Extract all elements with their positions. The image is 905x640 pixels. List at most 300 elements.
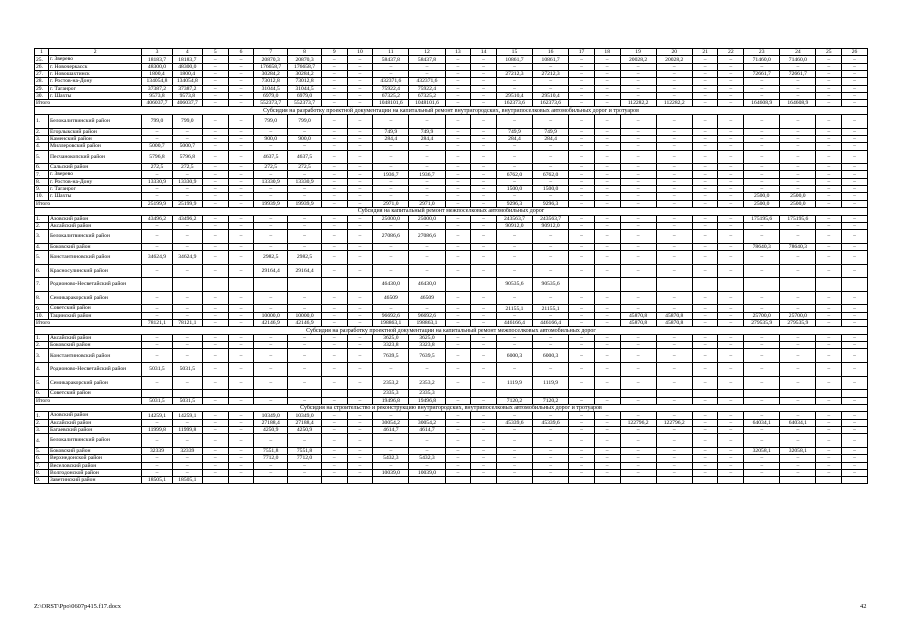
value-cell: – <box>321 376 347 390</box>
value-cell: – <box>347 200 373 207</box>
table-row <box>35 222 868 229</box>
value-cell: – <box>321 230 347 244</box>
value-cell: 9296,3 <box>533 200 569 207</box>
value-cell <box>288 390 322 397</box>
value-cell: – <box>842 78 868 85</box>
value-cell: – <box>373 251 409 265</box>
value-cell <box>620 477 656 484</box>
value-cell: – <box>620 376 656 390</box>
value-cell <box>780 390 816 397</box>
value-cell: – <box>471 319 497 326</box>
column-number: 4 <box>172 49 202 56</box>
value-cell: 1119,9 <box>533 376 569 390</box>
value-cell: 432371,6 <box>409 78 445 85</box>
value-cell: – <box>816 150 842 164</box>
value-cell: – <box>569 305 595 312</box>
value-cell <box>409 477 445 484</box>
table-row <box>35 115 868 129</box>
value-cell: – <box>496 230 532 244</box>
municipality-name: Азовский район <box>49 412 142 419</box>
value-cell: – <box>842 447 868 454</box>
value-cell: – <box>816 164 842 171</box>
value-cell: – <box>228 305 254 312</box>
value-cell: – <box>228 143 254 150</box>
value-cell: – <box>202 447 228 454</box>
value-cell: – <box>445 200 471 207</box>
value-cell: – <box>842 319 868 326</box>
value-cell: – <box>842 412 868 419</box>
value-cell: 3323,8 <box>373 342 409 349</box>
value-cell: – <box>172 334 202 341</box>
value-cell: – <box>202 264 228 278</box>
value-cell: – <box>471 427 497 434</box>
value-cell: – <box>620 63 656 70</box>
value-cell: – <box>780 115 816 129</box>
value-cell: – <box>142 230 172 244</box>
value-cell: 2335,3 <box>373 390 409 397</box>
value-cell: – <box>692 349 718 363</box>
value-cell: – <box>228 447 254 454</box>
value-cell: – <box>533 63 569 70</box>
value-cell: 799,0 <box>288 115 322 129</box>
value-cell: – <box>718 100 744 107</box>
value-cell: – <box>373 264 409 278</box>
value-cell: – <box>656 193 692 200</box>
value-cell: – <box>744 128 780 135</box>
row-number: 3. <box>35 349 49 363</box>
value-cell: – <box>569 70 595 77</box>
table-row <box>35 56 868 63</box>
value-cell: – <box>718 215 744 222</box>
table-row <box>35 215 868 222</box>
value-cell: – <box>228 63 254 70</box>
value-cell: – <box>692 363 718 377</box>
value-cell: – <box>692 56 718 63</box>
value-cell: – <box>373 115 409 129</box>
value-cell: – <box>321 243 347 250</box>
value-cell: 34624,9 <box>142 251 172 265</box>
value-cell: – <box>780 455 816 462</box>
value-cell: – <box>533 115 569 129</box>
value-cell: – <box>202 434 228 448</box>
value-cell: – <box>172 171 202 178</box>
value-cell: – <box>594 178 620 185</box>
value-cell: – <box>842 291 868 305</box>
value-cell: 20870,3 <box>254 56 288 63</box>
value-cell: 112282,2 <box>656 100 692 107</box>
row-number: 8. <box>35 469 49 476</box>
value-cell: – <box>594 115 620 129</box>
value-cell: 279535,9 <box>780 319 816 326</box>
value-cell: – <box>321 222 347 229</box>
value-cell: – <box>373 178 409 185</box>
value-cell <box>321 390 347 397</box>
value-cell <box>445 278 471 292</box>
section-title: Субсидия на строительство и реконструкцию внутригородских, внутрипоселковых автомобильных дорог и тротуаров <box>35 404 868 412</box>
value-cell: – <box>620 455 656 462</box>
value-cell <box>202 390 228 397</box>
value-cell: 272,5 <box>172 164 202 171</box>
value-cell: – <box>409 412 445 419</box>
value-cell: – <box>496 178 532 185</box>
value-cell: – <box>347 264 373 278</box>
municipality-name: г. Новошахтинск <box>49 70 142 77</box>
column-number: 7 <box>254 49 288 56</box>
value-cell: – <box>594 164 620 171</box>
value-cell: – <box>594 469 620 476</box>
value-cell: – <box>620 397 656 404</box>
value-cell: 45339,6 <box>533 419 569 426</box>
table-row <box>35 251 868 265</box>
value-cell: – <box>445 427 471 434</box>
value-cell: 799,0 <box>254 115 288 129</box>
value-cell <box>228 477 254 484</box>
row-number: 5. <box>35 150 49 164</box>
value-cell: – <box>321 78 347 85</box>
value-cell: – <box>692 70 718 77</box>
value-cell: – <box>321 349 347 363</box>
section-title-row <box>35 404 868 412</box>
value-cell: 176658,7 <box>288 63 322 70</box>
municipality-name: Волгодонской район <box>49 469 142 476</box>
table-row <box>35 469 868 476</box>
municipality-name: Белокалитвинский район <box>49 230 142 244</box>
value-cell: – <box>780 78 816 85</box>
value-cell: – <box>228 434 254 448</box>
value-cell: – <box>202 200 228 207</box>
value-cell: – <box>594 128 620 135</box>
value-cell: 10000,0 <box>254 312 288 319</box>
value-cell: – <box>228 100 254 107</box>
value-cell: – <box>288 349 322 363</box>
value-cell: 18505,1 <box>142 477 172 484</box>
value-cell: – <box>656 363 692 377</box>
column-number: 13 <box>445 49 471 56</box>
value-cell: 1936,7 <box>409 171 445 178</box>
value-cell: – <box>692 100 718 107</box>
value-cell: – <box>471 334 497 341</box>
value-cell: – <box>347 56 373 63</box>
value-cell: – <box>347 434 373 448</box>
value-cell: – <box>780 469 816 476</box>
table-row <box>35 193 868 200</box>
value-cell: – <box>594 200 620 207</box>
value-cell: – <box>718 115 744 129</box>
value-cell <box>254 477 288 484</box>
row-number: 5. <box>35 376 49 390</box>
value-cell: 7712,0 <box>254 455 288 462</box>
value-cell: – <box>692 63 718 70</box>
table-row <box>35 63 868 70</box>
value-cell: – <box>692 469 718 476</box>
column-number: 12 <box>409 49 445 56</box>
value-cell: – <box>569 128 595 135</box>
value-cell: – <box>692 319 718 326</box>
value-cell <box>718 477 744 484</box>
value-cell: – <box>842 469 868 476</box>
value-cell: 406037,7 <box>142 100 172 107</box>
value-cell: – <box>569 100 595 107</box>
row-number: 28. <box>35 78 49 85</box>
value-cell: – <box>288 376 322 390</box>
value-cell: – <box>347 171 373 178</box>
value-cell: – <box>202 70 228 77</box>
value-cell: 20028,2 <box>656 56 692 63</box>
value-cell: – <box>816 427 842 434</box>
value-cell: 3323,8 <box>409 342 445 349</box>
value-cell: – <box>496 412 532 419</box>
value-cell: – <box>842 200 868 207</box>
row-number: 1. <box>35 412 49 419</box>
value-cell: – <box>228 376 254 390</box>
value-cell: – <box>347 186 373 193</box>
value-cell: – <box>620 200 656 207</box>
value-cell: – <box>594 334 620 341</box>
row-number: 4. <box>35 143 49 150</box>
value-cell: – <box>744 63 780 70</box>
value-cell: 73012,8 <box>288 78 322 85</box>
value-cell: – <box>496 164 532 171</box>
value-cell: – <box>321 305 347 312</box>
column-number: 6 <box>228 49 254 56</box>
value-cell: – <box>496 291 532 305</box>
value-cell: – <box>780 264 816 278</box>
value-cell <box>533 477 569 484</box>
value-cell: – <box>842 462 868 469</box>
municipality-name: Родионово-Несветайский район <box>49 363 142 377</box>
value-cell: – <box>816 143 842 150</box>
value-cell: – <box>202 319 228 326</box>
row-number: 6. <box>35 390 49 397</box>
value-cell: – <box>321 434 347 448</box>
value-cell <box>533 390 569 397</box>
value-cell: 9573,8 <box>172 92 202 99</box>
value-cell: – <box>569 171 595 178</box>
value-cell: – <box>172 291 202 305</box>
value-cell: – <box>744 115 780 129</box>
value-cell: – <box>842 342 868 349</box>
value-cell: – <box>409 186 445 193</box>
value-cell <box>288 278 322 292</box>
value-cell: – <box>288 342 322 349</box>
value-cell: – <box>202 312 228 319</box>
value-cell: 2500,0 <box>780 193 816 200</box>
value-cell: – <box>228 349 254 363</box>
value-cell <box>620 278 656 292</box>
value-cell: – <box>202 143 228 150</box>
value-cell: – <box>142 349 172 363</box>
value-cell: – <box>445 376 471 390</box>
value-cell: – <box>718 193 744 200</box>
value-cell: – <box>373 70 409 77</box>
value-cell: – <box>409 70 445 77</box>
value-cell: 43496,2 <box>142 215 172 222</box>
value-cell: – <box>533 312 569 319</box>
value-cell: – <box>842 171 868 178</box>
value-cell: – <box>744 363 780 377</box>
value-cell: – <box>471 363 497 377</box>
value-cell: – <box>620 143 656 150</box>
value-cell: – <box>228 92 254 99</box>
value-cell: 552373,7 <box>288 100 322 107</box>
column-number: 11 <box>373 49 409 56</box>
value-cell: – <box>228 150 254 164</box>
value-cell: 2500,0 <box>744 193 780 200</box>
municipality-name: Веселовский район <box>49 462 142 469</box>
municipality-name: Аксайский район <box>49 419 142 426</box>
row-number: 2. <box>35 128 49 135</box>
value-cell: – <box>471 215 497 222</box>
value-cell: – <box>409 251 445 265</box>
value-cell: – <box>445 128 471 135</box>
value-cell: 13330,9 <box>288 178 322 185</box>
value-cell: – <box>692 447 718 454</box>
value-cell: – <box>202 128 228 135</box>
value-cell: 6000,3 <box>496 349 532 363</box>
value-cell: 78121,1 <box>142 319 172 326</box>
value-cell: – <box>569 243 595 250</box>
value-cell: – <box>347 342 373 349</box>
value-cell: – <box>842 376 868 390</box>
value-cell: – <box>569 469 595 476</box>
municipality-name: Заветинский район <box>49 477 142 484</box>
row-number: 30. <box>35 92 49 99</box>
value-cell: – <box>142 186 172 193</box>
value-cell: – <box>496 143 532 150</box>
value-cell: – <box>321 128 347 135</box>
value-cell: – <box>780 222 816 229</box>
value-cell: – <box>692 178 718 185</box>
value-cell: – <box>692 434 718 448</box>
value-cell: – <box>569 193 595 200</box>
value-cell: – <box>744 434 780 448</box>
value-cell <box>594 477 620 484</box>
value-cell: – <box>142 455 172 462</box>
value-cell: 7551,8 <box>288 447 322 454</box>
value-cell: – <box>842 193 868 200</box>
value-cell: – <box>471 85 497 92</box>
value-cell <box>142 390 172 397</box>
value-cell: – <box>569 419 595 426</box>
value-cell: – <box>842 63 868 70</box>
value-cell: – <box>718 434 744 448</box>
value-cell: 10349,0 <box>254 412 288 419</box>
value-cell: – <box>471 178 497 185</box>
value-cell: – <box>594 230 620 244</box>
row-number: 9. <box>35 186 49 193</box>
value-cell: – <box>373 305 409 312</box>
value-cell: – <box>533 143 569 150</box>
value-cell: – <box>254 397 288 404</box>
value-cell: 122796,2 <box>656 419 692 426</box>
value-cell: – <box>228 56 254 63</box>
value-cell: – <box>321 193 347 200</box>
value-cell: – <box>816 171 842 178</box>
section-title: Субсидия на разработку проектной документации на капитальный ремонт внутригородских, внутрипоселковых автомобильных дорог и тротуаров <box>35 107 868 115</box>
value-cell: – <box>780 128 816 135</box>
row-number: 7. <box>35 171 49 178</box>
value-cell: – <box>202 397 228 404</box>
value-cell <box>594 278 620 292</box>
row-number: 1. <box>35 334 49 341</box>
value-cell: – <box>496 115 532 129</box>
value-cell: – <box>288 193 322 200</box>
row-number: 5. <box>35 447 49 454</box>
value-cell <box>228 390 254 397</box>
value-cell: – <box>842 100 868 107</box>
value-cell: – <box>445 171 471 178</box>
value-cell: 243563,7 <box>533 215 569 222</box>
value-cell: – <box>228 164 254 171</box>
value-cell: – <box>842 178 868 185</box>
value-cell: – <box>254 143 288 150</box>
value-cell: – <box>228 412 254 419</box>
value-cell: – <box>620 291 656 305</box>
value-cell: 243563,7 <box>496 215 532 222</box>
value-cell: – <box>202 419 228 426</box>
value-cell <box>816 477 842 484</box>
value-cell: – <box>692 135 718 142</box>
value-cell: 32339 <box>142 447 172 454</box>
value-cell: – <box>718 85 744 92</box>
value-cell: – <box>347 305 373 312</box>
value-cell: – <box>692 342 718 349</box>
value-cell: – <box>620 305 656 312</box>
value-cell: – <box>496 342 532 349</box>
value-cell: – <box>228 251 254 265</box>
value-cell: 18183,7 <box>172 56 202 63</box>
value-cell: 749,9 <box>409 128 445 135</box>
value-cell: – <box>321 334 347 341</box>
value-cell: – <box>692 150 718 164</box>
value-cell: – <box>744 222 780 229</box>
table-row <box>35 462 868 469</box>
value-cell: – <box>496 434 532 448</box>
value-cell: – <box>445 469 471 476</box>
value-cell: – <box>816 200 842 207</box>
value-cell: – <box>718 128 744 135</box>
value-cell: – <box>620 363 656 377</box>
value-cell: 46430,0 <box>409 278 445 292</box>
value-cell: – <box>744 412 780 419</box>
table-row <box>35 92 868 99</box>
value-cell <box>321 278 347 292</box>
value-cell: – <box>816 186 842 193</box>
value-cell: – <box>228 291 254 305</box>
value-cell: – <box>569 222 595 229</box>
value-cell: – <box>347 397 373 404</box>
value-cell: – <box>347 455 373 462</box>
row-number: 4. <box>35 243 49 250</box>
value-cell: – <box>569 115 595 129</box>
value-cell: – <box>620 434 656 448</box>
value-cell: – <box>471 200 497 207</box>
table-row <box>35 128 868 135</box>
value-cell: – <box>718 462 744 469</box>
value-cell: – <box>533 434 569 448</box>
value-cell: – <box>172 462 202 469</box>
value-cell: – <box>718 171 744 178</box>
value-cell: – <box>816 312 842 319</box>
value-cell: – <box>533 243 569 250</box>
total-row <box>35 200 868 207</box>
value-cell: 134054,8 <box>172 78 202 85</box>
value-cell: 7639,5 <box>409 349 445 363</box>
value-cell: – <box>780 164 816 171</box>
value-cell: 64034,1 <box>744 419 780 426</box>
municipality-name: Советский район <box>49 305 142 312</box>
value-cell: – <box>496 63 532 70</box>
